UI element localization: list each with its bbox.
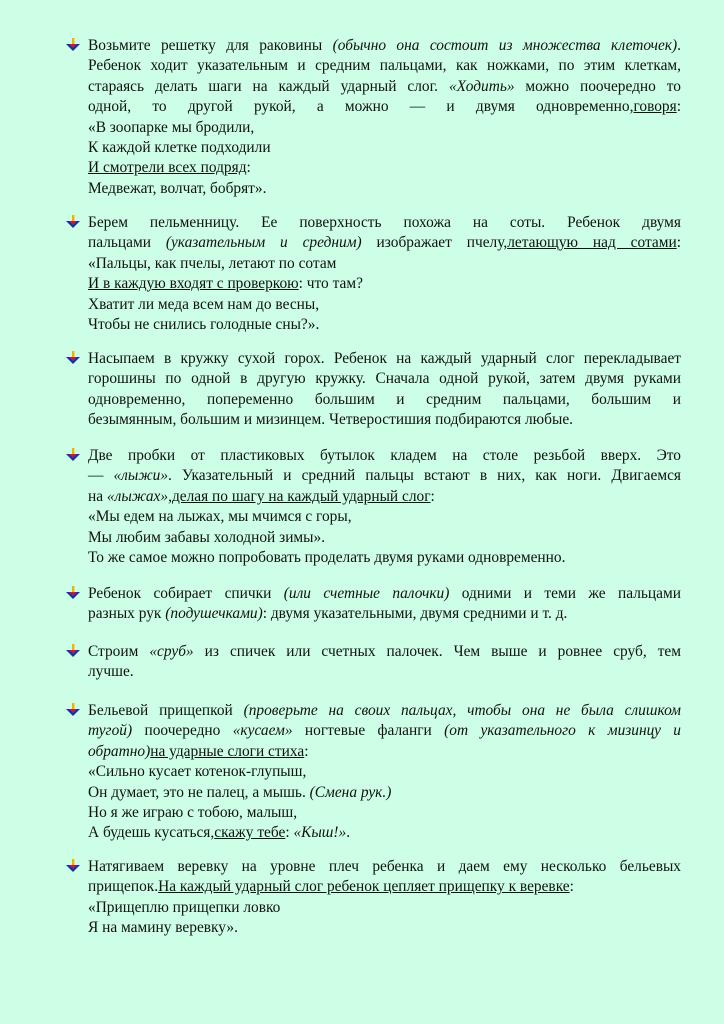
underlined-text: И в каждую входят с проверкою bbox=[88, 275, 299, 293]
text-line bbox=[88, 274, 681, 294]
text-line bbox=[88, 701, 681, 721]
text-run: можно поочередно то bbox=[514, 77, 681, 95]
text-line bbox=[88, 369, 681, 389]
text-line bbox=[88, 138, 681, 158]
italic-text: «лыжах» bbox=[106, 487, 169, 505]
text-line bbox=[88, 446, 681, 466]
underlined-text: летающую над сотами bbox=[507, 234, 677, 252]
text-line bbox=[88, 410, 681, 430]
text-run: Мы любим забавы холодной зимы». bbox=[88, 528, 326, 546]
underlined-text: И смотрели всех подряд bbox=[88, 159, 247, 177]
text-run: : bbox=[569, 878, 574, 896]
paragraph-3 bbox=[88, 349, 681, 431]
text-run: : bbox=[246, 159, 251, 177]
text-run: Он думает, это не палец, а мышь. bbox=[88, 783, 310, 801]
text-line bbox=[88, 898, 681, 918]
italic-text: (обычно она состоит из множества клеточек) bbox=[332, 37, 678, 54]
paragraph-4 bbox=[88, 446, 681, 568]
bullet-icon bbox=[66, 38, 80, 52]
text-run: Две пробки от пластиковых бутылок кладем на столе резьбой вверх. Это bbox=[88, 447, 681, 464]
italic-text: тугой) bbox=[88, 722, 133, 740]
italic-text: «сруб» bbox=[149, 643, 194, 660]
text-run: «Мы едем на лыжах, мы мчимся с горы, bbox=[88, 508, 352, 526]
paragraph-2 bbox=[88, 213, 681, 335]
bullet-icon bbox=[66, 448, 80, 462]
text-line bbox=[88, 721, 681, 741]
text-line bbox=[88, 487, 681, 507]
underlined-text: скажу тебе bbox=[214, 824, 286, 842]
text-run: горошины по одной в другую кружку. Сначала одной рукой, затем двумя руками bbox=[88, 370, 681, 388]
text-line bbox=[88, 179, 681, 199]
text-run: ногтевые фаланги bbox=[292, 722, 445, 740]
text-run: Берем пельменницу. Ее поверхность похожа на соты. Ребенок двумя bbox=[88, 214, 681, 231]
text-run: поочередно bbox=[132, 722, 233, 740]
text-run: одновременно, попеременно большим и средним пальцами, большим и bbox=[88, 390, 681, 408]
text-run: : bbox=[285, 824, 294, 842]
text-line bbox=[88, 604, 681, 624]
text-run: прищепок. bbox=[88, 878, 159, 896]
text-line bbox=[88, 36, 681, 56]
text-run: : bbox=[430, 487, 435, 505]
text-run: одними и теми же пальцами bbox=[449, 585, 681, 602]
text-run: Ребенок собирает спички bbox=[88, 585, 284, 602]
text-line bbox=[88, 803, 681, 823]
italic-text: (подушечками) bbox=[165, 605, 263, 623]
text-line bbox=[88, 507, 681, 527]
underlined-text: на ударные слоги стиха bbox=[150, 742, 305, 760]
italic-text: (или счетные палочки) bbox=[283, 585, 450, 602]
underlined-text: делая по шагу на каждый ударный слог bbox=[171, 487, 431, 505]
text-line bbox=[88, 918, 681, 938]
text-line bbox=[88, 254, 681, 274]
bullet-icon bbox=[66, 215, 80, 229]
italic-text: (Смена рук.) bbox=[309, 783, 392, 801]
text-run: «Прищеплю прищепки ловко bbox=[88, 898, 281, 916]
text-run: . bbox=[677, 37, 681, 54]
text-line bbox=[88, 77, 681, 97]
text-run: на bbox=[88, 487, 107, 505]
text-line bbox=[88, 56, 681, 76]
bullet-icon bbox=[66, 644, 80, 658]
text-run: — bbox=[88, 467, 114, 485]
text-run: . Указательный и средний пальцы встают в них, как ноги. Двигаемся bbox=[168, 467, 681, 485]
text-line bbox=[88, 662, 681, 682]
text-run: Ребенок ходит указательным и средним пальцами, как ножками, по этим клеткам, bbox=[88, 57, 681, 75]
text-run: Но я же играю с тобою, малыш, bbox=[88, 804, 298, 822]
text-run: К каждой клетке подходили bbox=[88, 139, 271, 157]
italic-text: (указательным и средним) bbox=[165, 234, 362, 252]
text-line bbox=[88, 390, 681, 410]
text-line bbox=[88, 762, 681, 782]
text-line bbox=[88, 349, 681, 369]
text-line bbox=[88, 233, 681, 253]
text-run: Возьмите решетку для раковины bbox=[88, 37, 333, 54]
text-run: Бельевой прищепкой bbox=[88, 702, 244, 719]
text-run: Медвежат, волчат, бобрят». bbox=[88, 179, 267, 197]
text-run: одной, то другой рукой, а можно — и двумя одновременно, bbox=[88, 98, 634, 116]
text-run: Насыпаем в кружку сухой горох. Ребенок на каждый ударный слог перекладывает bbox=[88, 350, 681, 367]
underlined-text: На каждый ударный слог ребенок цепляет прищепку к веревке bbox=[158, 878, 570, 896]
text-run: : двумя указательными, двумя средними и т. д. bbox=[262, 605, 568, 623]
text-run: Строим bbox=[88, 643, 150, 660]
text-line bbox=[88, 584, 681, 604]
paragraph-7 bbox=[88, 701, 681, 844]
text-run: Я на мамину веревку». bbox=[88, 919, 238, 937]
text-run: . bbox=[346, 824, 351, 842]
text-line bbox=[88, 315, 681, 335]
text-line bbox=[88, 742, 681, 762]
text-run: То же самое можно попробовать проделать двумя руками одновременно. bbox=[88, 549, 566, 567]
text-run: безымянным, большим и мизинцем. Четверостишия подбираются любые. bbox=[88, 411, 573, 429]
text-run: стараясь делать шаги на каждый ударный слог. bbox=[88, 77, 449, 95]
text-line bbox=[88, 877, 681, 897]
text-line bbox=[88, 783, 681, 803]
text-line bbox=[88, 528, 681, 548]
italic-text: (проверьте на своих пальцах, чтобы она не была слишком bbox=[243, 702, 681, 719]
text-line bbox=[88, 548, 681, 568]
text-run: пальцами bbox=[88, 234, 166, 252]
bullet-icon bbox=[66, 351, 80, 365]
italic-text: обратно) bbox=[88, 742, 151, 760]
italic-text: «Ходить» bbox=[448, 77, 515, 95]
text-line bbox=[88, 158, 681, 178]
text-line bbox=[88, 295, 681, 315]
text-run: Хватит ли меда всем нам до весны, bbox=[88, 295, 320, 313]
text-line bbox=[88, 642, 681, 662]
text-run: «Сильно кусает котенок-глупыш, bbox=[88, 763, 307, 781]
text-run: : bbox=[304, 742, 309, 760]
underlined-text: говоря bbox=[633, 98, 677, 116]
text-run: изображает пчелу, bbox=[361, 234, 508, 252]
bullet-icon bbox=[66, 859, 80, 873]
text-run: : что там? bbox=[298, 275, 363, 293]
text-run: «Пальцы, как пчелы, летают по сотам bbox=[88, 254, 337, 272]
italic-text: «кусаем» bbox=[232, 722, 293, 740]
text-run: Чтобы не снились голодные сны?». bbox=[88, 316, 320, 334]
paragraph-8 bbox=[88, 857, 681, 939]
text-line bbox=[88, 97, 681, 117]
text-run: : bbox=[676, 234, 681, 252]
italic-text: «лыжи» bbox=[113, 467, 169, 485]
italic-text: (от указательного к мизинцу и bbox=[444, 722, 681, 740]
text-line bbox=[88, 466, 681, 486]
bullet-icon bbox=[66, 703, 80, 717]
paragraph-1 bbox=[88, 36, 681, 199]
text-line bbox=[88, 823, 681, 843]
italic-text: «Кыш!» bbox=[293, 824, 347, 842]
text-run: из спичек или счетных палочек. Чем выше и ровнее сруб, тем bbox=[193, 643, 681, 660]
text-run: лучше. bbox=[88, 663, 134, 681]
text-run: разных рук bbox=[88, 605, 166, 623]
text-line bbox=[88, 213, 681, 233]
paragraph-5 bbox=[88, 584, 681, 625]
text-run: : bbox=[676, 98, 681, 116]
text-line bbox=[88, 857, 681, 877]
text-run: А будешь кусаться, bbox=[88, 824, 215, 842]
text-run: , bbox=[168, 487, 172, 505]
paragraph-6 bbox=[88, 642, 681, 683]
text-run: «В зоопарке мы бродили, bbox=[88, 118, 255, 136]
bullet-icon bbox=[66, 586, 80, 600]
text-run: Натягиваем веревку на уровне плеч ребенка и даем ему несколько бельевых bbox=[88, 858, 681, 875]
text-line bbox=[88, 118, 681, 138]
